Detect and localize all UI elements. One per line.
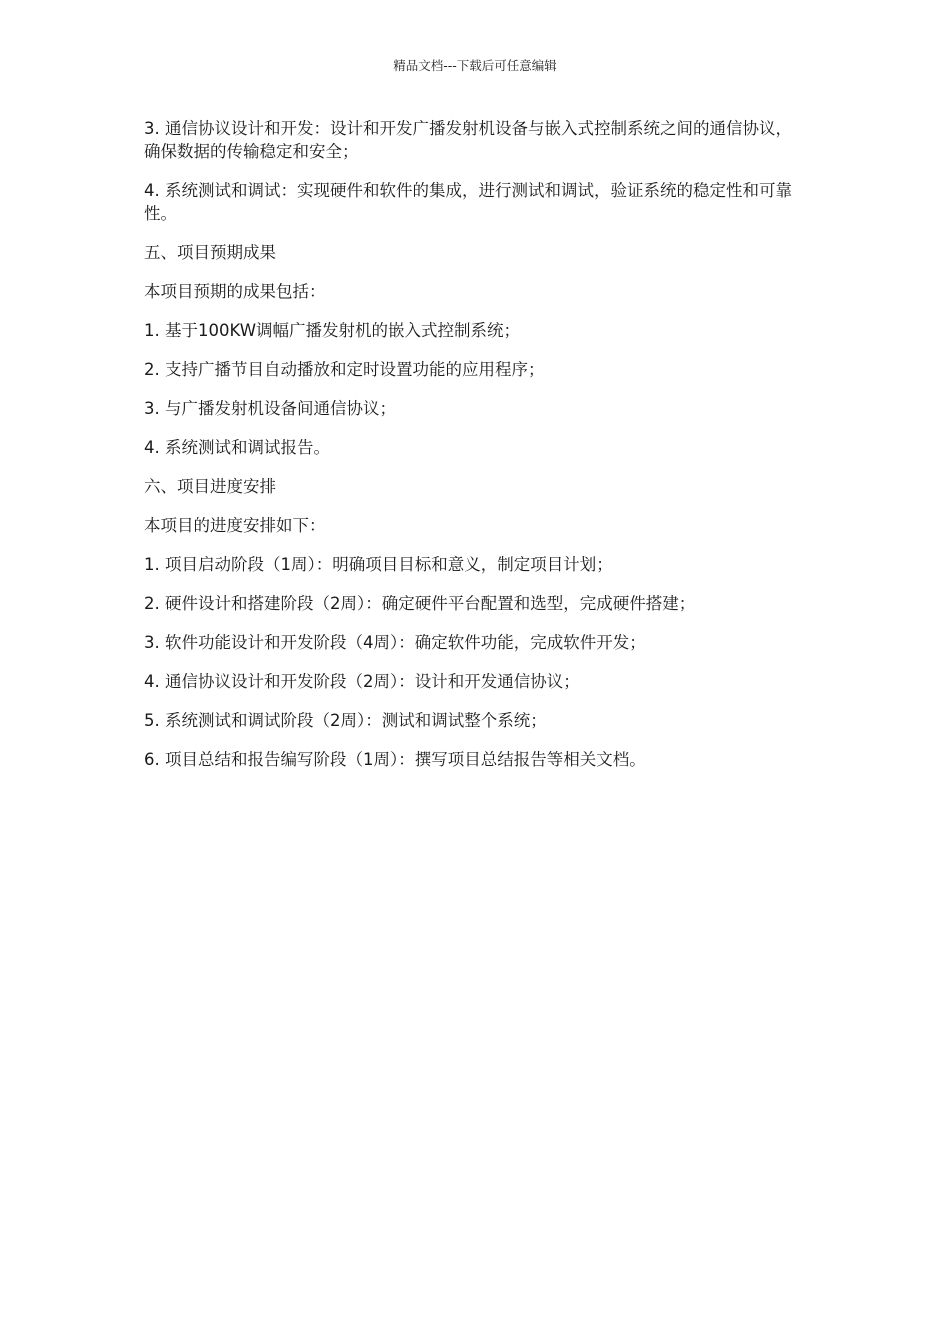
paragraph-item-4-testing: 4. 系统测试和调试：实现硬件和软件的集成，进行测试和调试，验证系统的稳定性和可靠性。 xyxy=(144,181,792,223)
list-item-schedule-5: 5. 系统测试和调试阶段（2周）：测试和调试整个系统； xyxy=(144,711,547,730)
paragraph-intro-results: 本项目预期的成果包括： xyxy=(144,282,326,301)
list-item-result-2: 2. 支持广播节目自动播放和定时设置功能的应用程序； xyxy=(144,360,545,379)
list-item-result-3: 3. 与广播发射机设备间通信协议； xyxy=(144,399,396,418)
list-item-schedule-1: 1. 项目启动阶段（1周）：明确项目目标和意义，制定项目计划； xyxy=(144,555,613,574)
section-heading-schedule: 六、项目进度安排 xyxy=(144,477,276,496)
list-item-schedule-4: 4. 通信协议设计和开发阶段（2周）：设计和开发通信协议； xyxy=(144,672,580,691)
list-item-result-1: 1. 基于100KW调幅广播发射机的嵌入式控制系统； xyxy=(144,321,521,340)
list-item-schedule-6: 6. 项目总结和报告编写阶段（1周）：撰写项目总结报告等相关文档。 xyxy=(144,750,646,769)
page-header: 精品文档---下载后可任意编辑 xyxy=(393,58,557,73)
section-heading-expected-results: 五、项目预期成果 xyxy=(144,243,276,262)
list-item-result-4: 4. 系统测试和调试报告。 xyxy=(144,438,330,457)
paragraph-item-3-protocol: 3. 通信协议设计和开发：设计和开发广播发射机设备与嵌入式控制系统之间的通信协议，确保数据的传输稳定和安全； xyxy=(144,119,792,161)
paragraph-intro-schedule: 本项目的进度安排如下： xyxy=(144,516,326,535)
list-item-schedule-3: 3. 软件功能设计和开发阶段（4周）：确定软件功能，完成软件开发； xyxy=(144,633,646,652)
document-body xyxy=(144,117,806,787)
list-item-schedule-2: 2. 硬件设计和搭建阶段（2周）：确定硬件平台配置和选型，完成硬件搭建； xyxy=(144,594,696,613)
